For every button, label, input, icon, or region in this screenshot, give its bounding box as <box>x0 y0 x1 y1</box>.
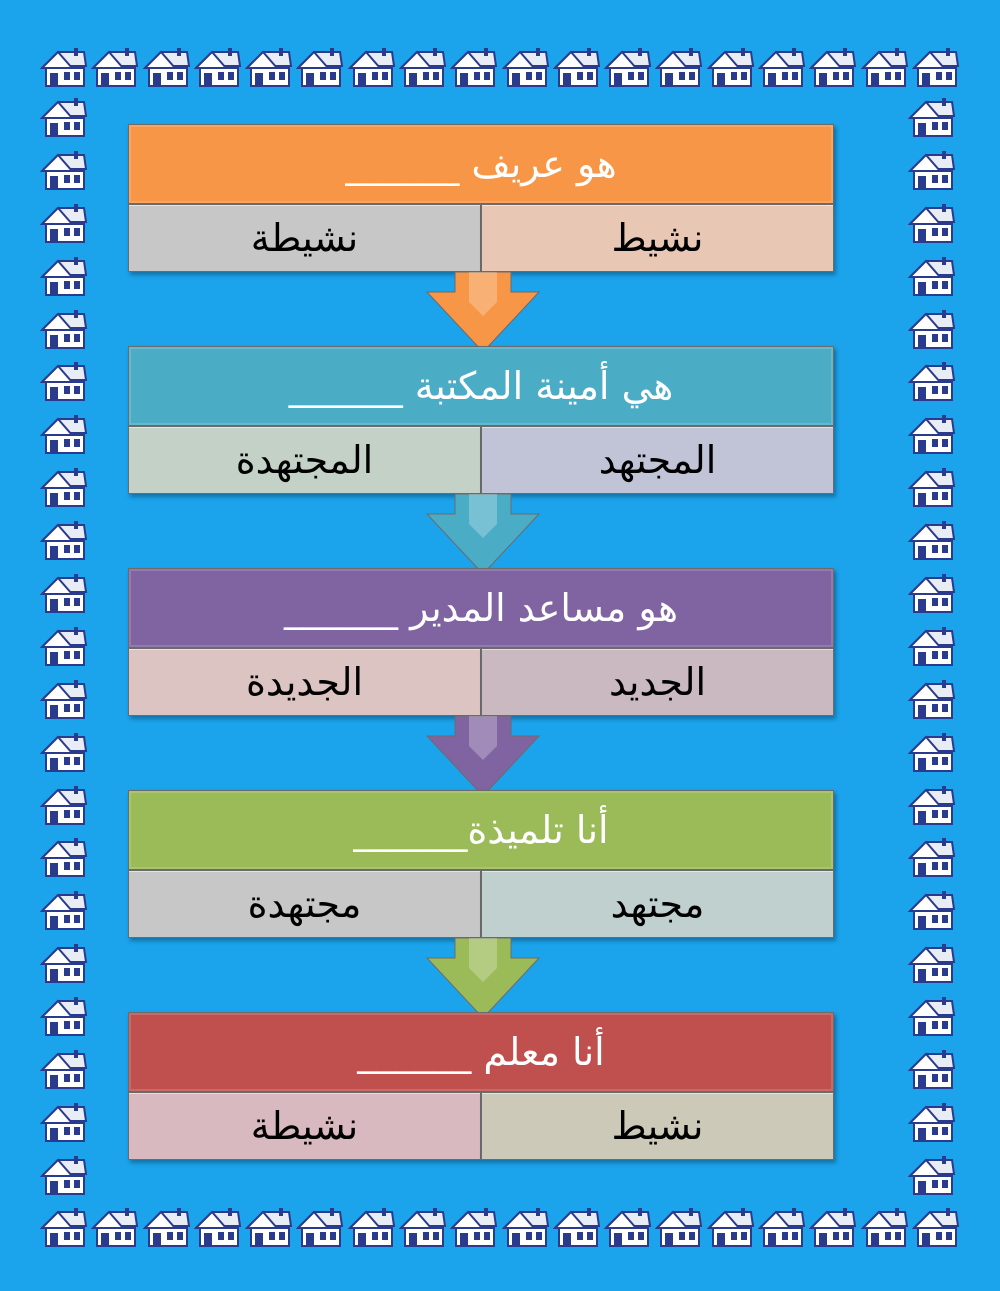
border-right <box>908 96 956 1198</box>
house-icon <box>604 46 652 90</box>
house-icon <box>758 1206 806 1250</box>
house-icon <box>194 46 242 90</box>
block-header <box>128 346 834 426</box>
house-icon <box>908 360 956 404</box>
house-icon <box>908 995 956 1039</box>
option-label: نشيط <box>611 1104 704 1148</box>
flow-block-4 <box>128 790 834 938</box>
house-icon <box>40 1101 88 1145</box>
options-row <box>128 648 834 716</box>
house-icon <box>91 1206 139 1250</box>
house-icon <box>40 360 88 404</box>
down-arrow-1 <box>425 272 541 356</box>
house-icon <box>40 889 88 933</box>
house-icon <box>908 1101 956 1145</box>
house-icon <box>707 46 755 90</box>
house-icon <box>908 731 956 775</box>
house-icon <box>809 1206 857 1250</box>
house-icon <box>245 1206 293 1250</box>
house-icon <box>502 46 550 90</box>
house-icon <box>40 413 88 457</box>
options-row <box>128 426 834 494</box>
option-label: نشيطة <box>250 216 359 260</box>
header-text: هو عريف ______ <box>345 142 617 186</box>
house-icon <box>40 519 88 563</box>
down-arrow-2 <box>425 494 541 578</box>
house-icon <box>296 1206 344 1250</box>
options-row <box>128 204 834 272</box>
flow-block-2 <box>128 346 834 494</box>
border-left <box>40 96 88 1198</box>
option-right[interactable] <box>481 648 834 716</box>
house-icon <box>40 1206 88 1250</box>
header-text: أنا تلميذة______ <box>353 808 609 852</box>
house-icon <box>40 942 88 986</box>
house-icon <box>908 784 956 828</box>
block-header <box>128 568 834 648</box>
option-label: المجتهدة <box>235 438 374 482</box>
house-icon <box>40 1048 88 1092</box>
house-icon <box>40 995 88 1039</box>
house-icon <box>912 1206 960 1250</box>
house-icon <box>40 625 88 669</box>
option-right[interactable] <box>481 426 834 494</box>
border-top <box>40 46 960 90</box>
house-icon <box>502 1206 550 1250</box>
house-icon <box>908 149 956 193</box>
option-right[interactable] <box>481 870 834 938</box>
house-icon <box>40 308 88 352</box>
down-arrow-4 <box>425 938 541 1022</box>
house-icon <box>912 46 960 90</box>
house-icon <box>604 1206 652 1250</box>
house-icon <box>908 625 956 669</box>
house-icon <box>861 46 909 90</box>
border-bottom <box>40 1206 960 1250</box>
option-label: المجتهد <box>598 438 717 482</box>
option-right[interactable] <box>481 204 834 272</box>
house-icon <box>908 413 956 457</box>
block-header <box>128 124 834 204</box>
house-icon <box>399 46 447 90</box>
house-icon <box>908 202 956 246</box>
house-icon <box>450 46 498 90</box>
block-header <box>128 1012 834 1092</box>
house-icon <box>861 1206 909 1250</box>
house-icon <box>450 1206 498 1250</box>
house-icon <box>40 149 88 193</box>
house-icon <box>908 96 956 140</box>
house-icon <box>40 1154 88 1198</box>
house-icon <box>40 466 88 510</box>
house-icon <box>194 1206 242 1250</box>
options-row <box>128 870 834 938</box>
house-icon <box>553 1206 601 1250</box>
down-arrow-3 <box>425 716 541 800</box>
house-icon <box>40 255 88 299</box>
house-icon <box>908 466 956 510</box>
flow-block-3 <box>128 568 834 716</box>
flow-block-1 <box>128 124 834 272</box>
header-text: هو مساعد المدير ______ <box>284 586 678 630</box>
house-icon <box>707 1206 755 1250</box>
option-label: نشيط <box>611 216 704 260</box>
option-label: مجتهد <box>610 882 705 926</box>
block-header <box>128 790 834 870</box>
house-icon <box>758 46 806 90</box>
flow-block-5 <box>128 1012 834 1160</box>
house-icon <box>399 1206 447 1250</box>
house-icon <box>908 836 956 880</box>
house-icon <box>245 46 293 90</box>
house-icon <box>40 678 88 722</box>
option-left[interactable] <box>128 1092 481 1160</box>
house-icon <box>908 308 956 352</box>
house-icon <box>40 731 88 775</box>
option-left[interactable] <box>128 870 481 938</box>
option-label: مجتهدة <box>247 882 362 926</box>
house-icon <box>143 46 191 90</box>
house-icon <box>40 46 88 90</box>
option-right[interactable] <box>481 1092 834 1160</box>
house-icon <box>348 1206 396 1250</box>
house-icon <box>40 202 88 246</box>
option-left[interactable] <box>128 426 481 494</box>
house-icon <box>908 519 956 563</box>
house-icon <box>40 96 88 140</box>
house-icon <box>908 1048 956 1092</box>
house-icon <box>908 678 956 722</box>
option-left[interactable] <box>128 204 481 272</box>
house-icon <box>908 889 956 933</box>
option-label: الجديد <box>608 660 707 704</box>
house-icon <box>908 255 956 299</box>
house-icon <box>91 46 139 90</box>
house-icon <box>40 572 88 616</box>
house-icon <box>553 46 601 90</box>
option-label: الجديدة <box>245 660 364 704</box>
header-text: أنا معلم ______ <box>357 1030 605 1074</box>
house-icon <box>40 836 88 880</box>
house-icon <box>143 1206 191 1250</box>
option-left[interactable] <box>128 648 481 716</box>
house-icon <box>296 46 344 90</box>
house-icon <box>809 46 857 90</box>
house-icon <box>348 46 396 90</box>
house-icon <box>908 942 956 986</box>
house-icon <box>655 46 703 90</box>
option-label: نشيطة <box>250 1104 359 1148</box>
house-icon <box>908 572 956 616</box>
header-text: هي أمينة المكتبة ______ <box>288 364 674 408</box>
house-icon <box>40 784 88 828</box>
options-row <box>128 1092 834 1160</box>
house-icon <box>655 1206 703 1250</box>
house-icon <box>908 1154 956 1198</box>
